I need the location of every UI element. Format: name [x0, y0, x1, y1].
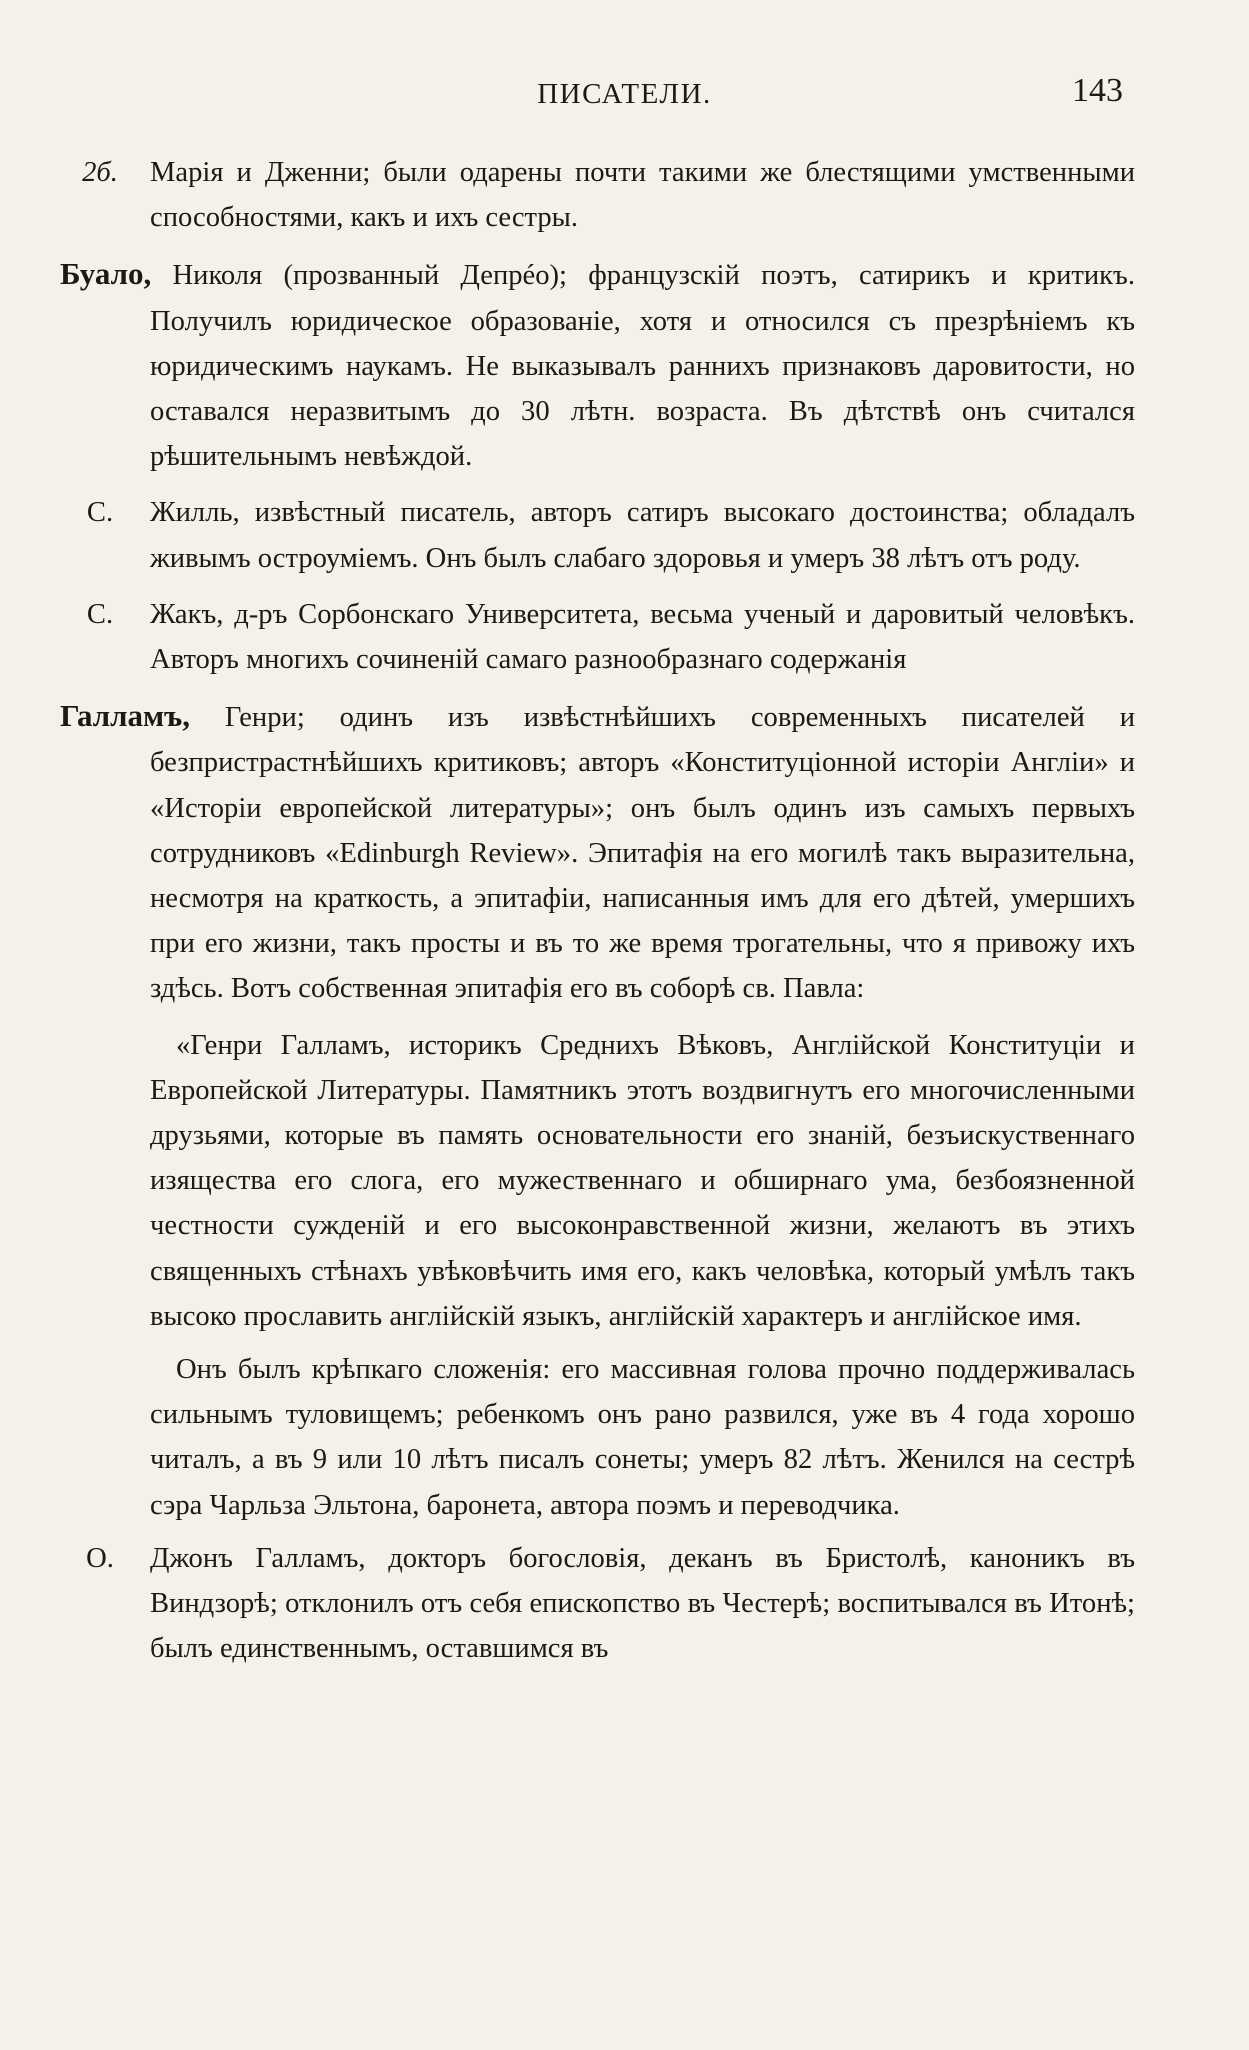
entry-marker: С.	[86, 497, 114, 529]
entry-hallam-henry	[60, 693, 1135, 1011]
entry-boileau-nicolas	[60, 251, 1135, 479]
entry-text: Жилль, извѣстный писатель, авторъ сатиръ высокаго достоинства; обладалъ живымъ остроуміемъ. Онъ былъ слабаго здоровья и умеръ 38 лѣтъ отъ роду.	[150, 497, 1135, 574]
entry-marker: 2б.	[82, 157, 118, 188]
entry-headword: Галламъ,	[60, 698, 190, 734]
running-header: ПИСАТЕЛИ.	[537, 78, 712, 110]
entry-text: Жакъ, д-ръ Сорбонскаго Университета, весьма ученый и даровитый человѣкъ. Авторъ многихъ сочиненій самаго разнообразнаго содержанія	[150, 598, 1135, 676]
entry-boileau-gilles	[60, 490, 1135, 580]
epitaph-quote: «Генри Галламъ, историкъ Среднихъ Вѣковъ, Англійской Конституціи и Европейской Литературы. Памятникъ этотъ воздвигнутъ его многочисленными друзьями, которые въ память основательности его знаній, безъискуственнаго изящества его слога, его мужественнаго и обширнаго ума, безбоязненной честности сужденій и его высоконравственной жизни, желаютъ въ этихъ священныхъ стѣнахъ увѣковѣчить имя его, какъ человѣка, который умѣлъ такъ высоко прославить англійскій языкъ, англійскій характеръ и англійское имя.	[150, 1029, 1135, 1332]
entry-marker: О.	[86, 1542, 114, 1574]
entry-text: Генри; одинъ изъ извѣстнѣйшихъ современныхъ писателей и безпристрастнѣйшихъ критиковъ; авторъ «Конституціонной исторіи Англіи» и «Исторіи европейской литературы»; онъ былъ одинъ изъ самыхъ первыхъ сотрудниковъ «Edinburgh Review». Эпитафія на его могилѣ такъ выразительна, несмотря на краткость, а эпитафіи, написанныя имъ для его дѣтей, умершихъ при его жизни, такъ просты и въ то же время трогательны, что я привожу ихъ здѣсь. Вотъ собственная эпитафія его въ соборѣ св. Павла:	[150, 702, 1135, 1005]
page-body	[60, 150, 1135, 1683]
page-number: 143	[1072, 72, 1123, 109]
entry-headword: Буало,	[60, 256, 152, 292]
entry-text: Джонъ Галламъ, докторъ богословія, деканъ въ Бристолѣ, каноникъ въ Виндзорѣ; отклонилъ отъ себя епископство въ Честерѣ; воспитывался въ Итонѣ; былъ единственнымъ, оставшимся въ	[150, 1542, 1135, 1665]
entry-boileau-daughters	[60, 150, 1135, 240]
entry-text: Николя (прозванный Депрéо); французскій поэтъ, сатирикъ и критикъ. Получилъ юридическое образованіе, хотя и относился съ презрѣніемъ къ юридическимъ наукамъ. Не выказывалъ раннихъ признаковъ даровитости, но оставался неразвитымъ до 30 лѣтн. возраста. Въ дѣтствѣ онъ считался рѣшительнымъ невѣждой.	[150, 260, 1135, 473]
entry-text: Марія и Дженни; были одарены почти такими же блестящими умственными способностями, какъ и ихъ сестры.	[150, 157, 1135, 234]
entry-marker: С.	[86, 598, 114, 630]
entry-boileau-jacques	[60, 592, 1135, 682]
entry-hallam-john	[60, 1536, 1135, 1672]
entry-continuation: Онъ былъ крѣпкаго сложенія: его массивная голова прочно поддерживалась сильнымъ туловищемъ; ребенкомъ онъ рано развился, уже въ 4 года хорошо читалъ, а въ 9 или 10 лѣтъ писалъ сонеты; умеръ 82 лѣтъ. Женился на сестрѣ сэра Чарльза Эльтона, баронета, автора поэмъ и переводчика.	[150, 1354, 1135, 1521]
